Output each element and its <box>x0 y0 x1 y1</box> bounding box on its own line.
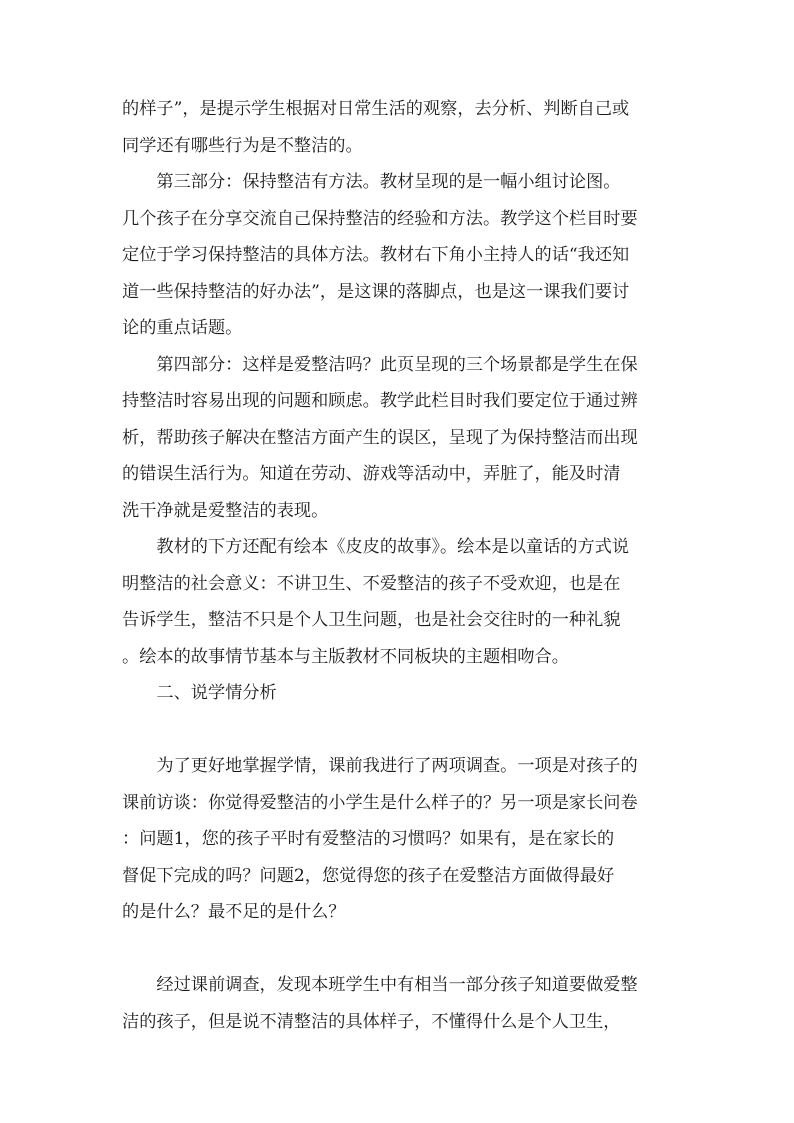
body-line: 课前访谈：你觉得爱整洁的小学生是什么样子的？另一项是家长问卷 <box>122 792 638 813</box>
body-line: 明整洁的社会意义：不讲卫生、不爱整洁的孩子不受欢迎，也是在 <box>122 573 621 594</box>
body-line: 的是什么？最不足的是什么？ <box>122 902 346 922</box>
body-line: 的错误生活行为。知道在劳动、游戏等活动中，弄脏了，能及时清 <box>122 464 621 484</box>
body-line: 持整洁时容易出现的问题和顾虑。教学此栏目时我们要定位于通过辨 <box>122 391 638 411</box>
body-line: 洗干净就是爱整洁的表现。 <box>122 500 329 521</box>
body-line: 道一些保持整洁的好办法”，是这课的落脚点，也是这一课我们要讨 <box>122 281 630 302</box>
body-line: 。绘本的故事情节基本与主版教材不同板块的主题相吻合。 <box>122 646 569 667</box>
body-line: 几个孩子在分享交流自己保持整洁的经验和方法。教学这个栏目时要 <box>122 208 638 229</box>
body-line: 析，帮助孩子解决在整洁方面产生的误区，呈现了为保持整洁而出现 <box>122 427 638 448</box>
body-line: 的样子”，是提示学生根据对日常生活的观察，去分析、判断自己或 <box>122 99 630 119</box>
body-line: 为了更好地掌握学情，课前我进行了两项调查。一项是对孩子的 <box>122 756 638 776</box>
body-line: 经过课前调查，发现本班学生中有相当一部分孩子知道要做爱整 <box>122 975 638 995</box>
body-line: 督促下完成的吗？问题2，您觉得您的孩子在爱整洁方面做得最好 <box>122 865 615 886</box>
body-line: 定位于学习保持整洁的具体方法。教材右下角小主持人的话“我还知 <box>122 245 630 265</box>
section-heading: 二、说学情分析 <box>122 683 277 703</box>
document-body <box>122 91 682 1040</box>
body-line: ：问题1，您的孩子平时有爱整洁的习惯吗？如果有，是在家长的 <box>122 829 615 849</box>
body-line: 论的重点话题。 <box>122 318 243 338</box>
body-line: 第三部分：保持整洁有方法。教材呈现的是一幅小组讨论图。 <box>122 172 621 192</box>
blank-line <box>122 712 682 749</box>
body-line: 告诉学生，整洁不只是个人卫生问题，也是社会交往时的一种礼貌 <box>122 610 621 630</box>
blank-line <box>122 931 682 968</box>
body-line: 第四部分：这样是爱整洁吗？此页呈现的三个场景都是学生在保 <box>122 354 638 375</box>
body-line: 洁的孩子，但是说不清整洁的具体样子，不懂得什么是个人卫生， <box>122 1011 621 1032</box>
body-line: 同学还有哪些行为是不整洁的。 <box>122 135 363 156</box>
body-line: 教材的下方还配有绘本《皮皮的故事》。绘本是以童话的方式说 <box>122 537 630 557</box>
